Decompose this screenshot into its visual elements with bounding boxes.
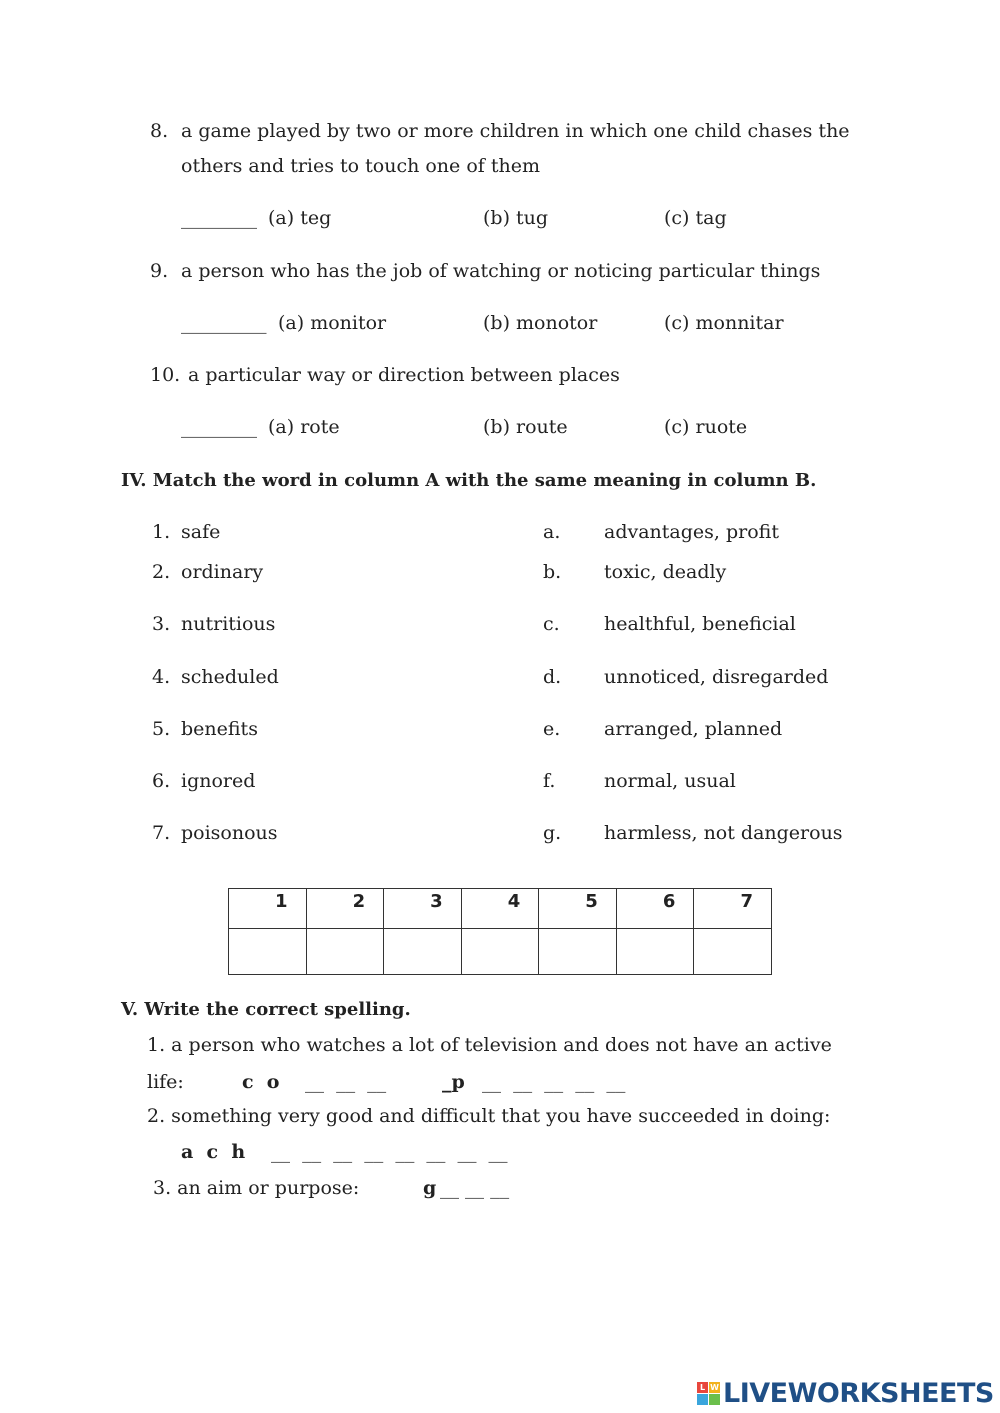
question-9-answer-blank[interactable]: _________	[181, 312, 267, 334]
spelling-q3-text: 3. an aim or purpose:	[153, 1177, 360, 1199]
spelling-q3-blanks[interactable]: __ __ __	[440, 1177, 510, 1199]
column-a-number: 4.	[152, 666, 171, 688]
answer-table-header: 6	[616, 889, 694, 929]
question-8-text-line2: others and tries to touch one of them	[181, 155, 540, 177]
column-a-word: ignored	[181, 770, 256, 792]
logo-tile: W	[710, 1383, 719, 1392]
column-a-number: 3.	[152, 613, 171, 635]
column-b-letter: f.	[543, 770, 556, 792]
question-9-option-b: (b) monotor	[483, 312, 598, 334]
column-a-number: 7.	[152, 822, 171, 844]
logo-tile	[697, 1394, 708, 1405]
answer-cell-1[interactable]	[229, 929, 307, 975]
answer-cell-3[interactable]	[384, 929, 462, 975]
liveworksheets-logo-text: LIVEWORKSHEETS	[723, 1378, 994, 1409]
question-10-text: a particular way or direction between places	[188, 364, 620, 386]
question-10-option-a: (a) rote	[268, 416, 340, 438]
question-8-text-line1: a game played by two or more children in which one child chases the	[181, 120, 850, 142]
question-8-option-a: (a) teg	[268, 207, 332, 229]
column-a-word: safe	[181, 521, 221, 543]
question-10-answer-blank[interactable]: ________	[181, 416, 257, 438]
column-a-word: nutritious	[181, 613, 276, 635]
logo-tile	[709, 1394, 720, 1405]
answer-table-header: 2	[306, 889, 384, 929]
question-9-option-c: (c) monnitar	[664, 312, 784, 334]
spelling-q1-label: life:	[147, 1071, 184, 1093]
answer-table-header: 5	[539, 889, 617, 929]
question-8-number: 8.	[150, 120, 169, 142]
column-b-meaning: toxic, deadly	[604, 561, 727, 583]
question-8-option-c: (c) tag	[664, 207, 727, 229]
spelling-q2-blanks[interactable]: __ __ __ __ __ __ __ __	[271, 1141, 508, 1163]
answer-cell-4[interactable]	[461, 929, 539, 975]
spelling-q1-given-letter-p: _p	[442, 1071, 465, 1093]
column-b-letter: d.	[543, 666, 562, 688]
question-10-option-b: (b) route	[483, 416, 568, 438]
column-b-meaning: advantages, profit	[604, 521, 779, 543]
section-4-heading: IV. Match the word in column A with the same meaning in column B.	[121, 470, 817, 491]
answer-cell-2[interactable]	[306, 929, 384, 975]
spelling-q1-given-letters: c o	[242, 1071, 280, 1093]
column-b-letter: g.	[543, 822, 562, 844]
spelling-q1-text: 1. a person who watches a lot of television and does not have an active	[147, 1034, 832, 1056]
column-b-meaning: harmless, not dangerous	[604, 822, 843, 844]
section-5-heading: V. Write the correct spelling.	[121, 999, 411, 1020]
column-b-meaning: unnoticed, disregarded	[604, 666, 829, 688]
column-b-meaning: healthful, beneficial	[604, 613, 796, 635]
spelling-q2-given-letters: a c h	[181, 1141, 246, 1163]
spelling-q1-blanks-2[interactable]: __ __ __ __ __	[482, 1071, 626, 1093]
answer-cell-5[interactable]	[539, 929, 617, 975]
column-a-word: poisonous	[181, 822, 278, 844]
answer-cell-7[interactable]	[694, 929, 772, 975]
liveworksheets-logo[interactable]	[697, 1378, 994, 1409]
liveworksheets-logo-icon	[697, 1382, 720, 1405]
logo-tile: L	[697, 1382, 708, 1393]
answer-cell-6[interactable]	[616, 929, 694, 975]
spelling-q1-blanks-1[interactable]: __ __ __	[305, 1071, 387, 1093]
question-8-option-b: (b) tug	[483, 207, 549, 229]
column-a-number: 5.	[152, 718, 171, 740]
answer-table-header: 3	[384, 889, 462, 929]
column-b-meaning: normal, usual	[604, 770, 736, 792]
column-b-letter: c.	[543, 613, 560, 635]
question-10-number: 10.	[150, 364, 181, 386]
answer-table-header: 1	[229, 889, 307, 929]
column-a-word: scheduled	[181, 666, 279, 688]
spelling-q3-given-letter: g	[423, 1177, 437, 1199]
answer-table-header: 7	[694, 889, 772, 929]
question-10-option-c: (c) ruote	[664, 416, 748, 438]
question-9-option-a: (a) monitor	[278, 312, 387, 334]
question-8-answer-blank[interactable]: ________	[181, 207, 257, 229]
column-a-word: ordinary	[181, 561, 264, 583]
column-b-letter: b.	[543, 561, 562, 583]
answer-table-header: 4	[461, 889, 539, 929]
column-a-number: 1.	[152, 521, 171, 543]
column-b-letter: e.	[543, 718, 561, 740]
column-a-number: 6.	[152, 770, 171, 792]
column-b-meaning: arranged, planned	[604, 718, 783, 740]
spelling-q2-text: 2. something very good and difficult that you have succeeded in doing:	[147, 1105, 831, 1127]
column-a-number: 2.	[152, 561, 171, 583]
column-a-word: benefits	[181, 718, 258, 740]
answer-table	[228, 888, 772, 975]
question-9-text: a person who has the job of watching or noticing particular things	[181, 260, 821, 282]
column-b-letter: a.	[543, 521, 561, 543]
question-9-number: 9.	[150, 260, 169, 282]
